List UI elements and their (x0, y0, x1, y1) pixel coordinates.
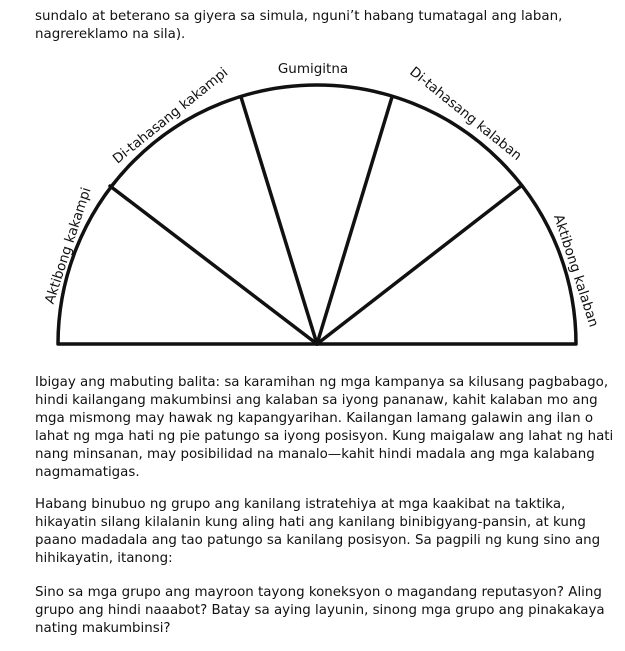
divider-line (110, 186, 317, 344)
text-line: nating makumbinsi? (35, 621, 171, 636)
good-news-paragraph (35, 374, 614, 482)
label-active-ally: Aktibong kakampi (41, 185, 95, 307)
text-line: grupo ang hindi naaabot? Batay sa aying layunin, sinong mga grupo ang pinakakaya (35, 603, 605, 618)
label-passive-opponent: Di-tahasang kalaban (406, 63, 525, 164)
text-line: nang minsanan, may posibilidad na manalo—kahit hindi madala ang mga kalabang (35, 447, 595, 462)
label-active-opponent: Aktibong kalaban (550, 212, 602, 330)
label-passive-ally: Di-tahasang kakampi (109, 64, 232, 168)
text-line: hikayatin silang kilalanin kung aling hati ang kanilang binibigyang-pansin, at kung (35, 515, 586, 530)
semicircle-spectrum-diagram (0, 50, 625, 350)
strategy-paragraph (35, 496, 600, 568)
text-line: paano madadala ang tao patungo sa kanilang posisyon. Sa pagpili ng kung sino ang (35, 533, 601, 548)
text-line: Habang binubuo ng grupo ang kanilang istratehiya at mga kaakibat na taktika, (35, 497, 566, 512)
label-neutral: Gumigitna (277, 61, 349, 77)
diagram-outline (58, 85, 576, 344)
text-line: mga mismong may hawak ng kapangyarihan. Kailangan lamang galawin ang ilan o (35, 411, 594, 426)
divider-line (317, 186, 521, 344)
text-line: hihikayatin, itanong: (35, 551, 173, 566)
intro-paragraph (35, 8, 600, 44)
divider-line (317, 97, 392, 344)
questions-paragraph (35, 584, 605, 638)
text-line: Ibigay ang mabuting balita: sa karamihan ng mga kampanya sa kilusang pagbabago, (35, 375, 609, 390)
text-line: hindi kailangang makumbinsi ang kalaban sa iyong pananaw, kahit kalaban mo ang (35, 393, 598, 408)
text-line: nagrereklamo na sila). (35, 27, 186, 42)
text-line: sundalo at beterano sa giyera sa simula, nguni’t habang tumatagal ang laban, (35, 9, 563, 24)
text-line: Sino sa mga grupo ang mayroon tayong koneksyon o magandang reputasyon? Aling (35, 585, 602, 600)
text-line: lahat ng mga hati ng pie patungo sa iyong posisyon. Kung maigalaw ang lahat ng hati (35, 429, 614, 444)
divider-line (241, 97, 317, 344)
text-line: nagmamatigas. (35, 465, 140, 480)
